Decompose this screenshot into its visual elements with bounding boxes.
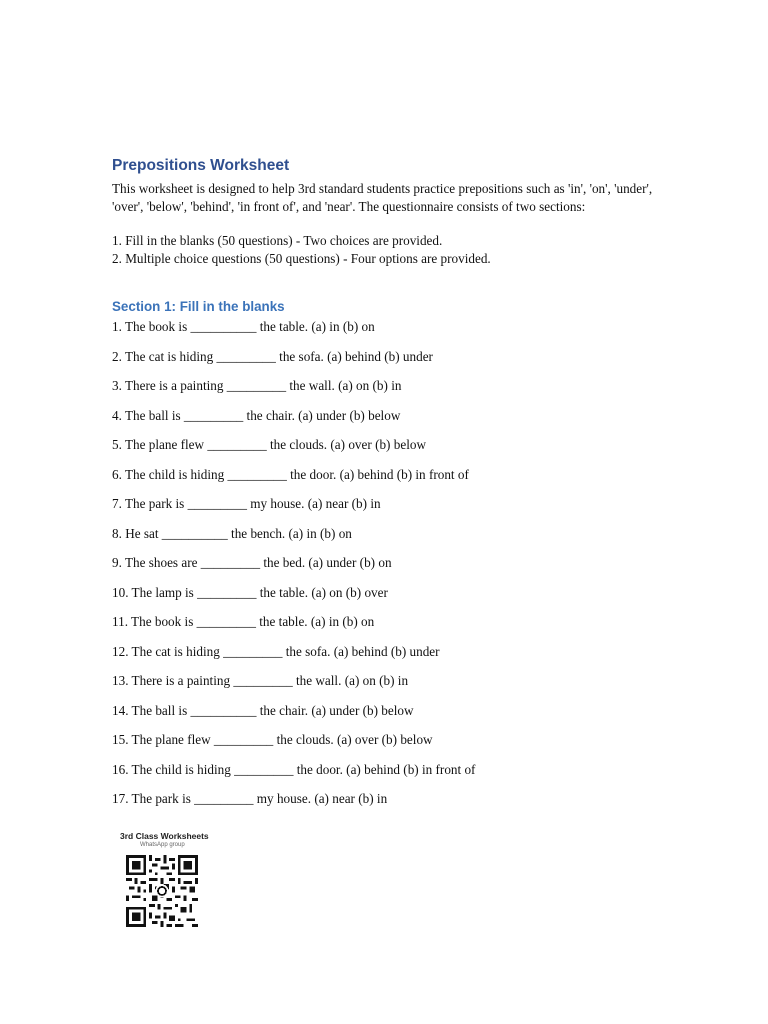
question-item: 12. The cat is hiding _________ the sofa. (a) behind (b) under xyxy=(112,643,440,659)
question-item: 5. The plane flew _________ the clouds. (a) over (b) below xyxy=(112,437,426,452)
question-item: 10. The lamp is _________ the table. (a) on (b) over xyxy=(112,584,388,600)
question-item: 16. The child is hiding _________ the door. (a) behind (b) in front of xyxy=(112,761,476,777)
section-heading: Section 1: Fill in the blanks xyxy=(112,299,285,314)
worksheet-page xyxy=(112,156,672,820)
qr-subtitle: WhatsApp group xyxy=(140,842,185,848)
question-item: 13. There is a painting _________ the wall. (a) on (b) in xyxy=(112,673,409,688)
qr-title: 3rd Class Worksheets xyxy=(120,831,209,841)
question-item: 2. The cat is hiding _________ the sofa. (a) behind (b) under xyxy=(112,348,433,364)
question-item: 6. The child is hiding _________ the door. (a) behind (b) in front of xyxy=(112,466,469,482)
intro-paragraph: This worksheet is designed to help 3rd standard students practice prepositions such as 'in', 'on', 'under', 'over', 'below', 'behind', 'in front of', and 'near'. The questionnaire consists of two sections: xyxy=(112,181,653,214)
question-item: 3. There is a painting _________ the wall. (a) on (b) in xyxy=(112,378,402,393)
qr-code-icon[interactable] xyxy=(124,855,200,927)
question-item: 17. The park is _________ my house. (a) near (b) in xyxy=(112,791,388,806)
question-item: 8. He sat __________ the bench. (a) in (b) on xyxy=(112,525,352,541)
question-list xyxy=(112,318,672,820)
question-item: 7. The park is _________ my house. (a) near (b) in xyxy=(112,496,381,511)
question-item: 14. The ball is __________ the chair. (a) under (b) below xyxy=(112,702,414,718)
question-item: 15. The plane flew _________ the clouds. (a) over (b) below xyxy=(112,732,433,747)
page-title: Prepositions Worksheet xyxy=(112,157,290,174)
question-item: 4. The ball is _________ the chair. (a) under (b) below xyxy=(112,407,401,423)
qr-block xyxy=(118,831,218,927)
sections-list xyxy=(112,232,672,268)
list-item: 2. Multiple choice questions (50 questions) - Four options are provided. xyxy=(112,251,491,266)
question-item: 11. The book is _________ the table. (a) in (b) on xyxy=(112,614,375,629)
question-item: 1. The book is __________ the table. (a) in (b) on xyxy=(112,319,375,334)
question-item: 9. The shoes are _________ the bed. (a) under (b) on xyxy=(112,555,392,570)
list-item: 1. Fill in the blanks (50 questions) - Two choices are provided. xyxy=(112,233,443,248)
